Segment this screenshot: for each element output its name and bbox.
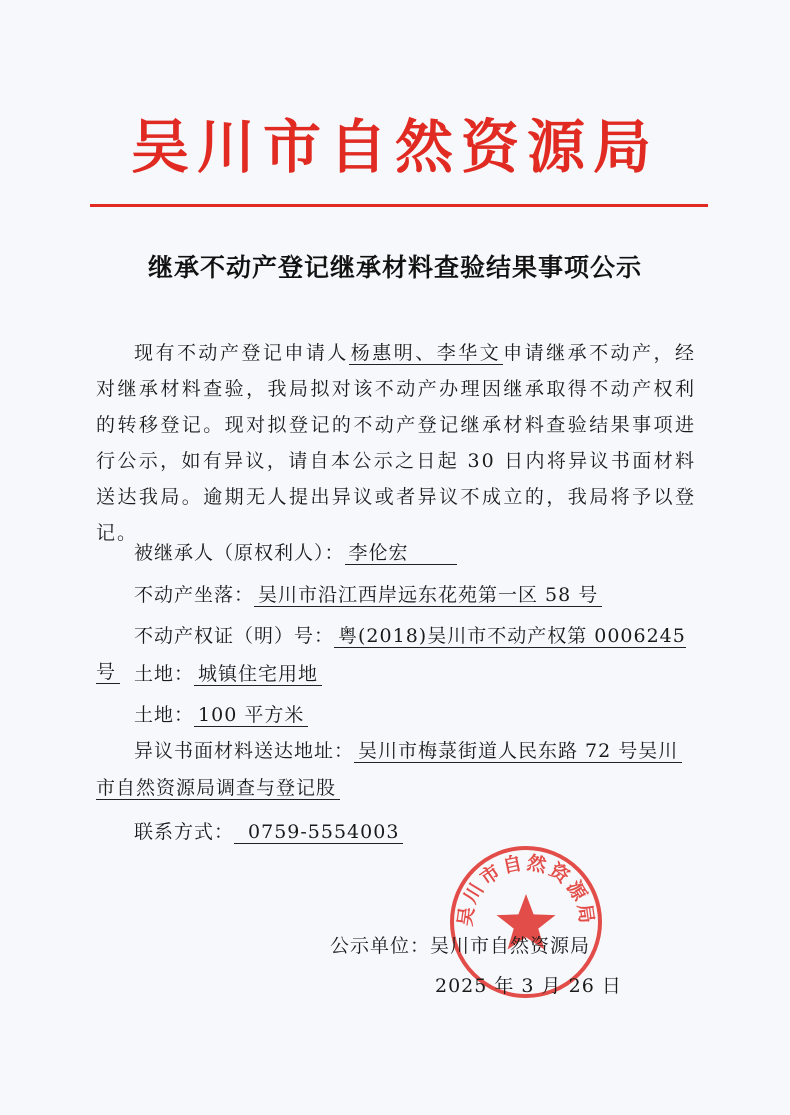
- contact-value: 0759-5554003: [234, 821, 403, 844]
- field-decedent: [96, 535, 706, 571]
- notice-date: 2025 年 3 月 26 日: [435, 975, 622, 997]
- address-value-line1: 吴川市梅菉街道人民东路 72 号吴川: [354, 740, 682, 763]
- decedent-underline-tail: [419, 542, 457, 565]
- field-address-cont: [96, 770, 706, 806]
- org-header-title: 吴川市自然资源局: [130, 113, 659, 181]
- location-label: 不动产坐落：: [134, 584, 255, 606]
- para-after: 申请继承不动产，经对继承材料查验，我局拟对该不动产办理因继承取得不动产权利的转移登记。现对拟登记的不动产登记继承材料查验结果事项进行公示，如有异议，请自本公示之日起 30 日内将异议书面材料送达我局。逾期无人提出异议或者异议不成立的，我局将予以登记。: [96, 342, 696, 544]
- land-use-value: 城镇住宅用地: [194, 663, 322, 686]
- notice-body: [96, 335, 696, 551]
- decedent-label: 被继承人（原权利人）：: [134, 542, 345, 564]
- header-divider: [90, 204, 708, 207]
- land-area-label: 土地：: [134, 704, 195, 726]
- field-address: [96, 733, 706, 769]
- publisher-value: 吴川市自然资源局: [430, 935, 591, 957]
- publisher-label: 公示单位：: [330, 935, 431, 957]
- notice-paragraph: [96, 335, 696, 551]
- field-contact: [96, 814, 706, 850]
- field-land-area: [96, 697, 706, 733]
- land-area-value: 100 平方米: [194, 704, 308, 727]
- decedent-value: 李伦宏: [345, 542, 419, 565]
- field-land-use: [96, 656, 706, 692]
- contact-label: 联系方式：: [134, 821, 235, 843]
- address-label: 异议书面材料送达地址：: [134, 740, 355, 762]
- address-value-line2: 市自然资源局调查与登记股: [96, 777, 340, 800]
- cert-value: 粤(2018)吴川市不动产权第 0006245 号: [96, 625, 686, 683]
- seal-text: 吴川市自然资源局: [454, 851, 598, 928]
- cert-label: 不动产权证（明）号：: [134, 625, 335, 647]
- location-value: 吴川市沿江西岸远东花苑第一区 58 号: [254, 584, 602, 607]
- field-location: [96, 577, 706, 613]
- applicant-names: 杨惠明、李华文: [350, 342, 502, 364]
- para-before: 现有不动产登记申请人: [134, 342, 349, 364]
- notice-title: 继承不动产登记继承材料查验结果事项公示: [147, 253, 642, 282]
- publisher-line: [330, 928, 590, 964]
- land-use-label: 土地：: [134, 663, 195, 685]
